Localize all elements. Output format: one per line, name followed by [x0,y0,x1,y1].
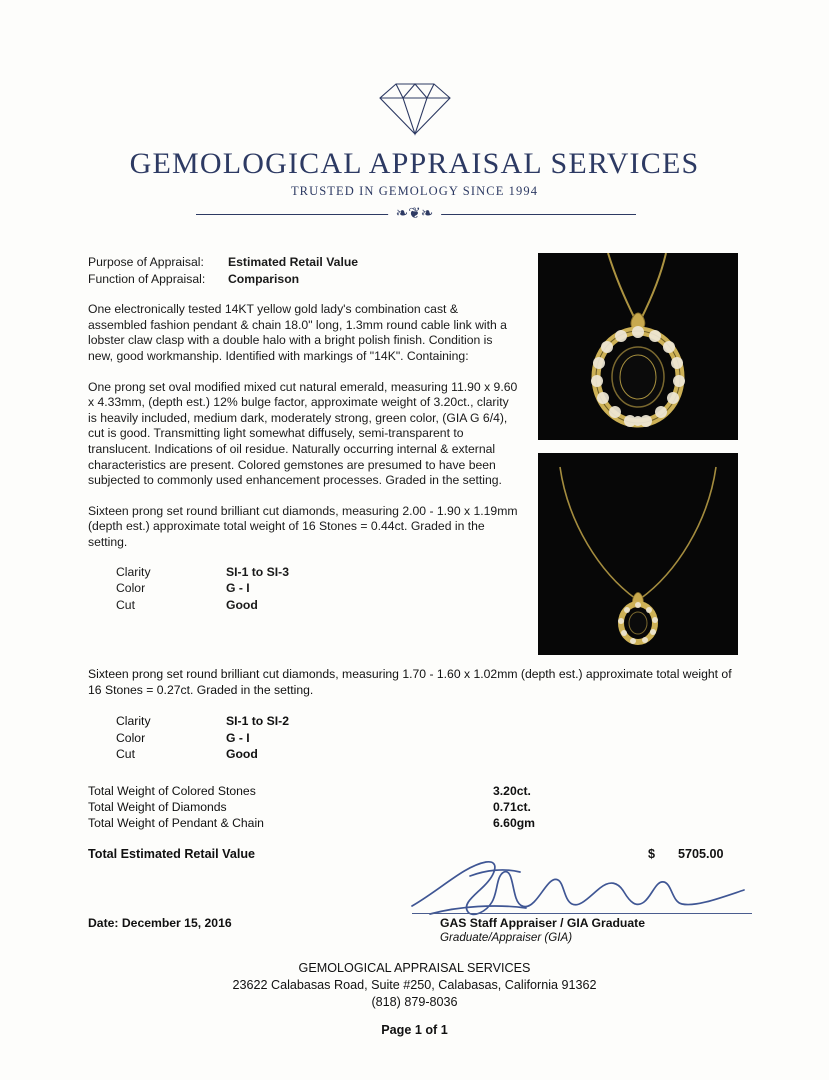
spec-row-clarity [116,564,518,581]
spec2-value-cut: Good [226,747,258,761]
grand-total-currency: $ [648,847,656,861]
diamonds-first-paragraph: Sixteen prong set round brilliant cut diamonds, measuring 2.00 - 1.90 x 1.19mm (depth est.) approximate total weight of 16 Stones = 0.44ct. Graded in the setting. [88,503,518,549]
divider-ornament-icon: ❧❦❧ [388,205,442,223]
purpose-value: Estimated Retail Value [228,255,359,269]
total-label-colored-stones: Total Weight of Colored Stones [88,784,256,798]
spec-value-clarity: SI-1 to SI-3 [226,564,289,579]
emerald-description-paragraph: One prong set oval modified mixed cut natural emerald, measuring 11.90 x 9.60 x 4.33mm, (depth est.) 12% bulge factor, approximate weight of 3.20ct., clarity is heavily included, medium dark, moderately strong, green color, (GIA G 6/4), cut is good. Transmitting light somewhat diffusely, semi-transparent to translucent. Indications of oil residue. Naturally occurring internal & external characteristics are present. Colored gemstones are presumed to have been subjected to commonly used enhancement processes. Graded in the setting. [88,379,518,488]
total-row-pendant-chain [88,815,740,831]
brand-title: GEMOLOGICAL APPRAISAL SERVICES [129,147,700,180]
diamonds-second-paragraph: Sixteen prong set round brilliant cut diamonds, measuring 1.70 - 1.60 x 1.02mm (depth est.) approximate total weight of 16 Stones = 0.27ct. Graded in the setting. [88,667,732,697]
spec2-key-color: Color [116,730,146,745]
spec-value-color: G - I [226,581,250,595]
spec2-value-clarity: SI-1 to SI-2 [226,714,289,728]
pendant-closeup-photo [538,253,738,440]
item-description-paragraph: One electronically tested 14KT yellow gold lady's combination cast & assembled fashion pendant & chain 18.0" long, 1.3mm round cable link with a lobster claw clasp with a double halo with a bright polish finish. Condition is new, good workmanship. Identified with markings of "14K". Containing: [88,302,507,363]
document-header [0,78,829,227]
total-value-diamonds: 0.71ct. [493,800,531,815]
function-label: Function of Appraisal: [88,271,206,286]
function-value: Comparison [228,271,300,286]
necklace-full-illustration [538,453,738,655]
spec-key-color: Color [116,581,146,595]
total-label-diamonds: Total Weight of Diamonds [88,800,227,815]
totals-table [88,783,740,832]
total-value-pendant-chain: 6.60gm [493,816,536,831]
spec-key-clarity: Clarity [116,564,151,579]
diamond-spec-table-1 [116,564,518,614]
total-label-pendant-chain: Total Weight of Pendant & Chain [88,816,264,831]
total-row-colored-stones [88,783,740,799]
purpose-label: Purpose of Appraisal: [88,255,204,269]
total-row-diamonds [88,799,740,815]
footer-phone: (818) 879-8036 [371,995,458,1009]
total-value-colored-stones: 3.20ct. [493,784,531,798]
footer-page-number: Page 1 of 1 [381,1023,448,1037]
meta-row-purpose [88,255,518,271]
header-divider [0,205,829,227]
appraisal-date: Date: December 15, 2016 [88,916,232,930]
meta-row-function [88,272,518,288]
spec-row-cut [116,597,518,614]
signature-caption [440,916,760,944]
spec-row-color [116,580,518,597]
footer-address: 23622 Calabasas Road, Suite #250, Calabasas, California 91362 [232,978,597,992]
grand-total-value: 5705.00 [678,847,724,861]
appraisal-body [88,255,518,613]
spec2-key-cut: Cut [116,747,135,761]
necklace-full-photo [538,453,738,655]
spec-key-cut: Cut [116,597,135,612]
signature-rule [412,913,752,914]
diamond-logo-icon [370,78,460,136]
appraiser-subtitle: Graduate/Appraiser (GIA) [440,931,573,944]
pendant-closeup-illustration [538,253,738,440]
spec2-key-clarity: Clarity [116,714,151,728]
diamond-spec-table-2 [116,713,289,763]
spec2-row-color [116,730,289,747]
appraiser-title: GAS Staff Appraiser / GIA Graduate [440,916,645,930]
brand-subtitle: TRUSTED IN GEMOLOGY SINCE 1994 [290,184,539,198]
document-footer [0,960,829,1039]
grand-total-label: Total Estimated Retail Value [88,847,256,861]
spec2-row-clarity [116,713,289,730]
spec2-row-cut [116,746,289,763]
spec-value-cut: Good [226,597,258,612]
footer-company: GEMOLOGICAL APPRAISAL SERVICES [298,961,531,975]
spec2-value-color: G - I [226,730,250,745]
